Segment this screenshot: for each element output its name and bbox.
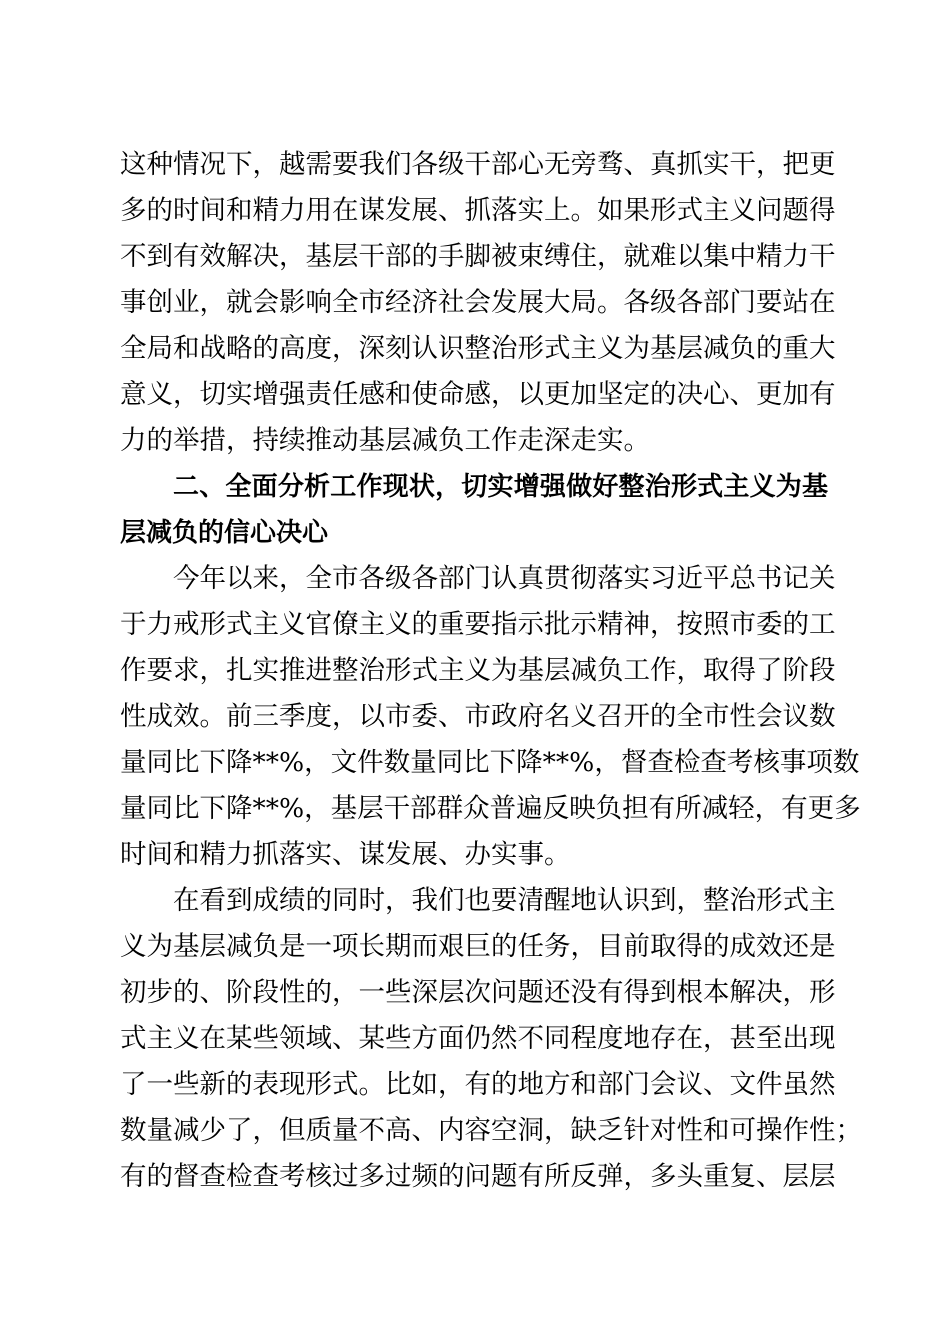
text-line: 于力戒形式主义官僚主义的重要指示批示精神，按照市委的工 <box>120 609 836 640</box>
text-line: 性成效。前三季度，以市委、市政府名义召开的全市性会议数 <box>120 701 836 732</box>
text-line: 式主义在某些领域、某些方面仍然不同程度地存在，甚至出现 <box>120 1023 836 1054</box>
text-line: 时间和精力抓落实、谋发展、办实事。 <box>120 839 571 870</box>
heading-line: 层减负的信心决心 <box>120 518 329 548</box>
text-line: 全局和战略的高度，深刻认识整治形式主义为基层减负的重大 <box>120 333 836 364</box>
text-line: 量同比下降**%，文件数量同比下降**%，督查检查考核事项数 <box>120 747 860 778</box>
text-line: 这种情况下，越需要我们各级干部心无旁骛、真抓实干，把更 <box>120 149 836 180</box>
text-line: 不到有效解决，基层干部的手脚被束缚住，就难以集中精力干 <box>120 241 836 272</box>
text-line: 作要求，扎实推进整治形式主义为基层减负工作，取得了阶段 <box>120 655 836 686</box>
text-line: 今年以来，全市各级各部门认真贯彻落实习近平总书记关 <box>173 563 836 594</box>
text-line: 事创业，就会影响全市经济社会发展大局。各级各部门要站在 <box>120 287 836 318</box>
text-line: 在看到成绩的同时，我们也要清醒地认识到，整治形式主 <box>173 885 836 916</box>
text-line: 有的督查检查考核过多过频的问题有所反弹，多头重复、层层 <box>120 1161 836 1192</box>
heading-line: 二、全面分析工作现状，切实增强做好整治形式主义为基 <box>173 472 828 502</box>
text-line: 量同比下降**%，基层干部群众普遍反映负担有所减轻，有更多 <box>120 793 861 824</box>
text-line: 意义，切实增强责任感和使命感，以更加坚定的决心、更加有 <box>120 379 836 410</box>
text-line: 多的时间和精力用在谋发展、抓落实上。如果形式主义问题得 <box>120 195 836 226</box>
text-line: 数量减少了，但质量不高、内容空洞，缺乏针对性和可操作性； <box>120 1115 862 1146</box>
text-line: 初步的、阶段性的，一些深层次问题还没有得到根本解决，形 <box>120 977 836 1008</box>
text-line: 了一些新的表现形式。比如，有的地方和部门会议、文件虽然 <box>120 1069 836 1100</box>
text-line: 力的举措，持续推动基层减负工作走深走实。 <box>120 425 650 456</box>
text-line: 义为基层减负是一项长期而艰巨的任务，目前取得的成效还是 <box>120 931 836 962</box>
